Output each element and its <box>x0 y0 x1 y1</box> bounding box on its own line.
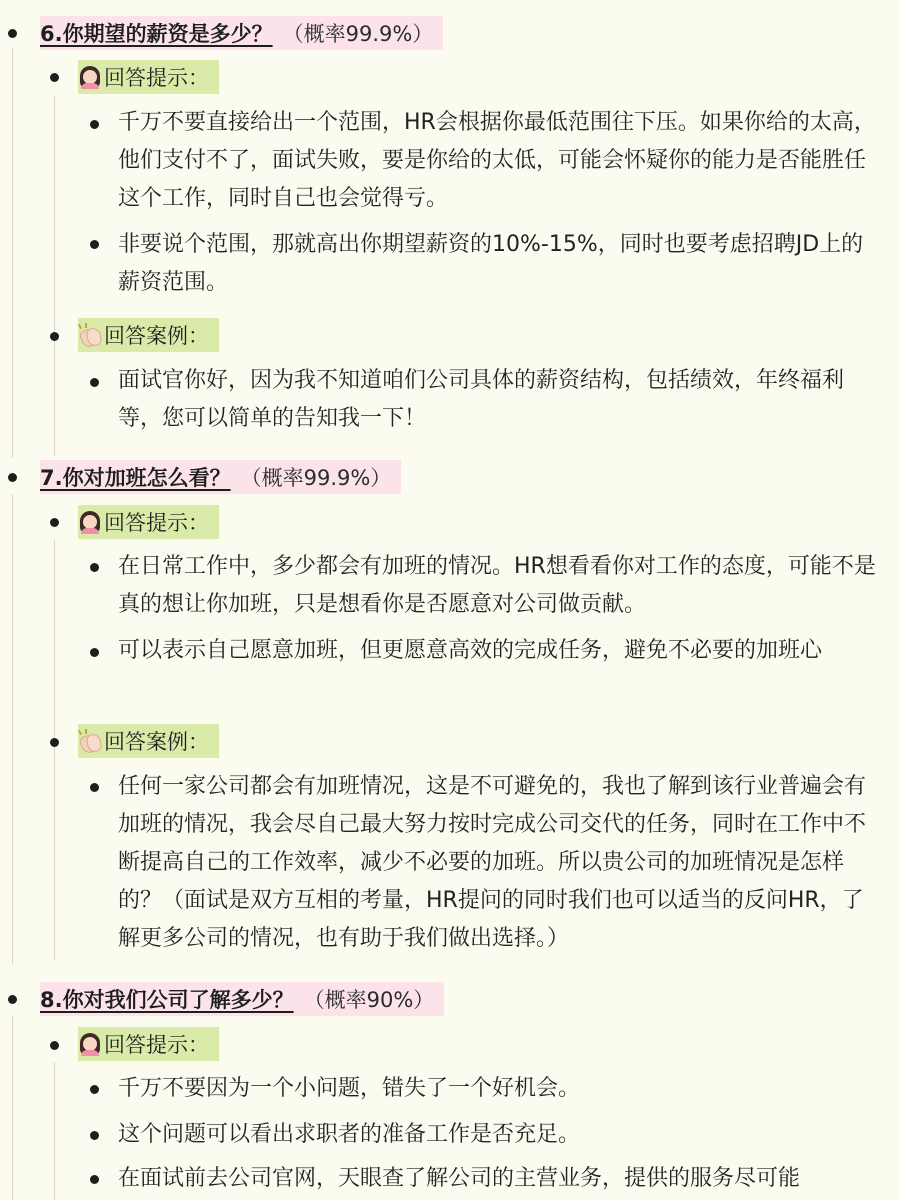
question-highlight <box>40 982 444 1016</box>
question-probability: （概率99.9%） <box>240 466 392 490</box>
list-item: 千万不要因为一个小问题，错失了一个好机会。 <box>118 1076 581 1101</box>
list-item: 在面试前去公司官网，天眼查了解公司的主营业务，提供的服务尽可能 <box>118 1166 801 1191</box>
indent-guide <box>54 96 55 456</box>
list-bullet <box>90 648 99 657</box>
tips-highlight <box>78 505 219 539</box>
list-bullet <box>90 563 99 572</box>
question-bullet <box>8 29 17 38</box>
question-probability: （概率99.9%） <box>282 22 434 46</box>
case-heading <box>78 318 219 352</box>
question-heading <box>40 16 443 50</box>
indent-guide <box>54 540 55 960</box>
list-bullet <box>90 1085 99 1094</box>
case-heading <box>78 724 219 758</box>
list-item: 面试官你好，因为我不知道咱们公司具体的薪资结构，包括绩效，年终福利等，您可以简单的告知我一下！ <box>118 368 845 431</box>
case-label: 回答案例： <box>104 730 209 754</box>
list-item: 千万不要直接给出一个范围，HR会根据你最低范围往下压。如果你给的太高，他们支付不了，面试失败，要是你给的太低，可能会怀疑你的能力是否能胜任这个工作，同时自己也会觉得亏。 <box>118 110 876 211</box>
question-highlight <box>40 460 401 494</box>
tips-highlight <box>78 1027 219 1061</box>
case-label: 回答案例： <box>104 324 209 348</box>
list-bullet <box>90 1131 99 1140</box>
sub-bullet <box>50 1041 59 1050</box>
question-bullet <box>8 995 17 1004</box>
list-item: 在日常工作中，多少都会有加班的情况。HR想看看你对工作的态度，可能不是真的想让你加班，只是想看你是否愿意对公司做贡献。 <box>118 554 876 617</box>
tips-heading <box>78 1027 219 1061</box>
list-item: 非要说个范围，那就高出你期望薪资的10%-15%，同时也要考虑招聘JD上的薪资范围。 <box>118 232 864 295</box>
tips-heading <box>78 505 219 539</box>
woman-icon <box>78 65 102 89</box>
indent-guide <box>54 1062 55 1200</box>
sub-bullet <box>50 518 59 527</box>
question-probability: （概率90%） <box>303 988 435 1012</box>
list-item: 任何一家公司都会有加班情况，这是不可避免的，我也了解到该行业普遍会有加班的情况，我会尽自己最大努力按时完成公司交代的任务，同时在工作中不断提高自己的工作效率，减少不必要的加班。所以贵公司的加班情况是怎样的？（面试是双方互相的考量，HR提问的同时我们也可以适当的反问HR，了解更多公司的情况，也有助于我们做出选择。） <box>118 774 867 951</box>
list-bullet <box>90 120 99 129</box>
question-bullet <box>8 473 17 482</box>
clapping-hands-icon <box>78 323 102 347</box>
sub-bullet <box>50 73 59 82</box>
question-title: 7.你对加班怎么看？ <box>40 466 231 490</box>
list-bullet <box>90 1175 99 1184</box>
list-item: 可以表示自己愿意加班，但更愿意高效的完成任务，避免不必要的加班心 <box>118 638 823 663</box>
list-bullet <box>90 378 99 387</box>
tips-highlight <box>78 60 219 94</box>
woman-icon <box>78 510 102 534</box>
indent-guide <box>12 494 13 964</box>
question-heading <box>40 460 401 494</box>
case-highlight <box>78 318 219 352</box>
question-title: 8.你对我们公司了解多少？ <box>40 988 294 1012</box>
list-bullet <box>90 240 99 249</box>
clapping-hands-icon <box>78 729 102 753</box>
woman-icon <box>78 1032 102 1056</box>
indent-guide <box>12 1016 13 1200</box>
sub-bullet <box>50 332 59 341</box>
question-heading <box>40 982 444 1016</box>
tips-label: 回答提示： <box>104 1033 209 1057</box>
list-item: 这个问题可以看出求职者的准备工作是否充足。 <box>118 1122 581 1147</box>
case-highlight <box>78 724 219 758</box>
list-bullet <box>90 783 99 792</box>
tips-label: 回答提示： <box>104 511 209 535</box>
question-highlight <box>40 16 443 50</box>
indent-guide <box>12 48 13 458</box>
tips-heading <box>78 60 219 94</box>
sub-bullet <box>50 738 59 747</box>
tips-label: 回答提示： <box>104 66 209 90</box>
question-title: 6.你期望的薪资是多少？ <box>40 22 273 46</box>
